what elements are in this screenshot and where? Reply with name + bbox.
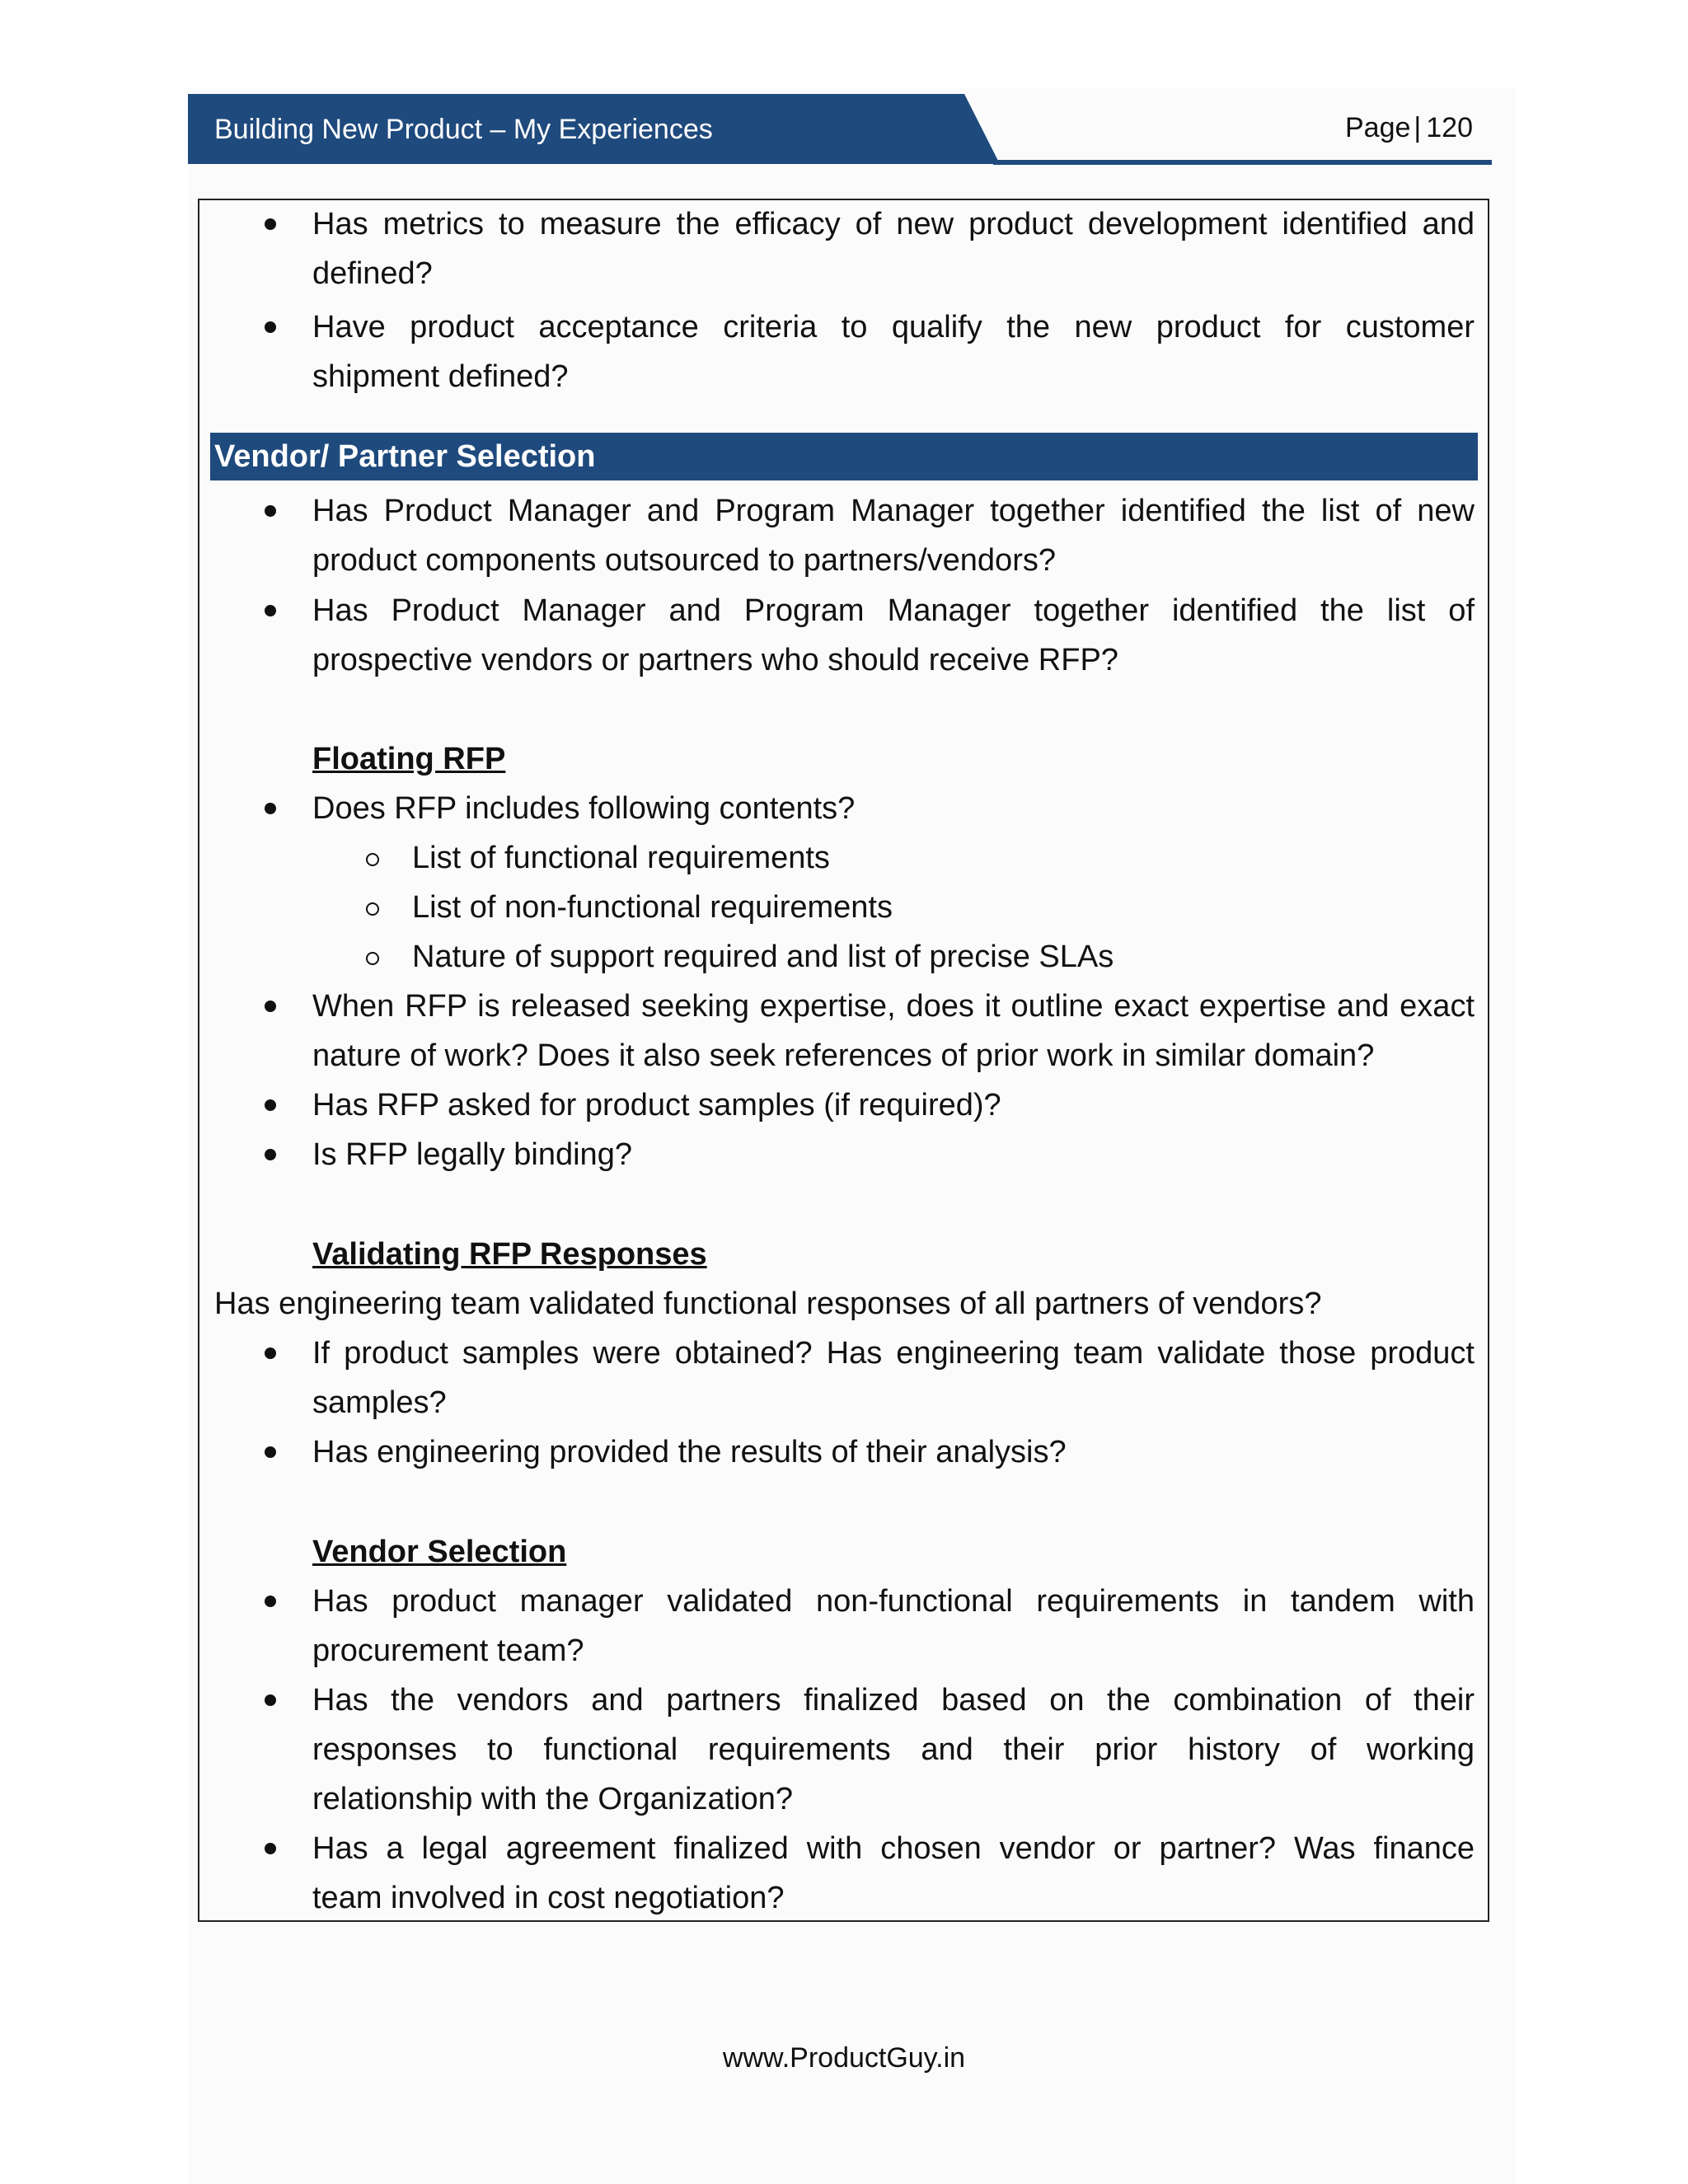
list-item-line: Is RFP legally binding? [312,1137,632,1172]
paragraph-text: Has engineering team validated functional responses of all partners of vendors? [214,1286,1322,1321]
bullet-dot [265,1694,276,1706]
page-label-text: Page [1345,112,1411,143]
bullet-dot [265,505,276,517]
sub-bullet-circle [366,952,379,965]
list-item-line: procurement team? [312,1633,584,1668]
list-item-line: samples? [312,1385,447,1420]
list-item-line: product components outsourced to partners/vendors? [312,543,1056,578]
bullet-dot [265,321,276,333]
subheading-vendor-selection: Vendor Selection [312,1535,567,1569]
sub-bullet-circle [366,853,379,866]
bullet-dot [265,1446,276,1458]
sub-bullet-circle [366,902,379,916]
list-item-line: nature of work? Does it also seek references of prior work in similar domain? [312,1038,1375,1073]
list-item-line: Has the vendors and partners finalized based on the combination of their [312,1683,1475,1718]
bullet-dot [265,1347,276,1359]
list-item-line: team involved in cost negotiation? [312,1881,785,1915]
list-item-line: Has engineering provided the results of their analysis? [312,1435,1067,1469]
list-item-line: Has Product Manager and Program Manager together identified the list of new [312,494,1475,528]
list-item-line: relationship with the Organization? [312,1782,794,1816]
list-item-line: prospective vendors or partners who should receive RFP? [312,643,1118,677]
list-item-line: Does RFP includes following contents? [312,791,856,826]
page-number-label [1345,112,1473,144]
list-item-line: Have product acceptance criteria to qualify the new product for customer [312,310,1475,344]
subheading-validating: Validating RFP Responses [312,1237,707,1272]
list-item-line: Has product manager validated non-functional requirements in tandem with [312,1584,1475,1619]
list-item-line: responses to functional requirements and their prior history of working [312,1732,1475,1767]
document-title: Building New Product – My Experiences [214,114,713,145]
list-item-line: shipment defined? [312,359,569,394]
list-item-line: If product samples were obtained? Has engineering team validate those product [312,1336,1475,1371]
bullet-dot [265,218,276,230]
section-title: Vendor/ Partner Selection [210,433,1478,480]
bullet-dot [265,1149,276,1160]
list-item-line: Has a legal agreement finalized with chosen vendor or partner? Was finance [312,1831,1475,1866]
bullet-dot [265,605,276,616]
bullet-dot [265,1099,276,1111]
list-item-line: Has metrics to measure the efficacy of new product development identified and [312,207,1475,241]
list-item-line: defined? [312,256,433,291]
sub-list-item: List of non-functional requirements [412,890,893,925]
subheading-floating-rfp: Floating RFP [312,742,506,776]
bullet-dot [265,1596,276,1607]
sub-list-item: Nature of support required and list of precise SLAs [412,940,1114,974]
header-rule [993,160,1492,165]
sub-list-item: List of functional requirements [412,841,830,875]
page-separator: | [1414,112,1422,143]
list-item-line: When RFP is released seeking expertise, does it outline exact expertise and exact [312,989,1475,1024]
list-item-line: Has RFP asked for product samples (if required)? [312,1088,1001,1122]
bullet-dot [265,803,276,814]
footer-url: www.ProductGuy.in [722,2042,966,2074]
list-item-line: Has Product Manager and Program Manager together identified the list of [312,593,1475,628]
bullet-dot [265,1001,276,1012]
page-number: 120 [1426,112,1473,143]
bullet-dot [265,1843,276,1854]
